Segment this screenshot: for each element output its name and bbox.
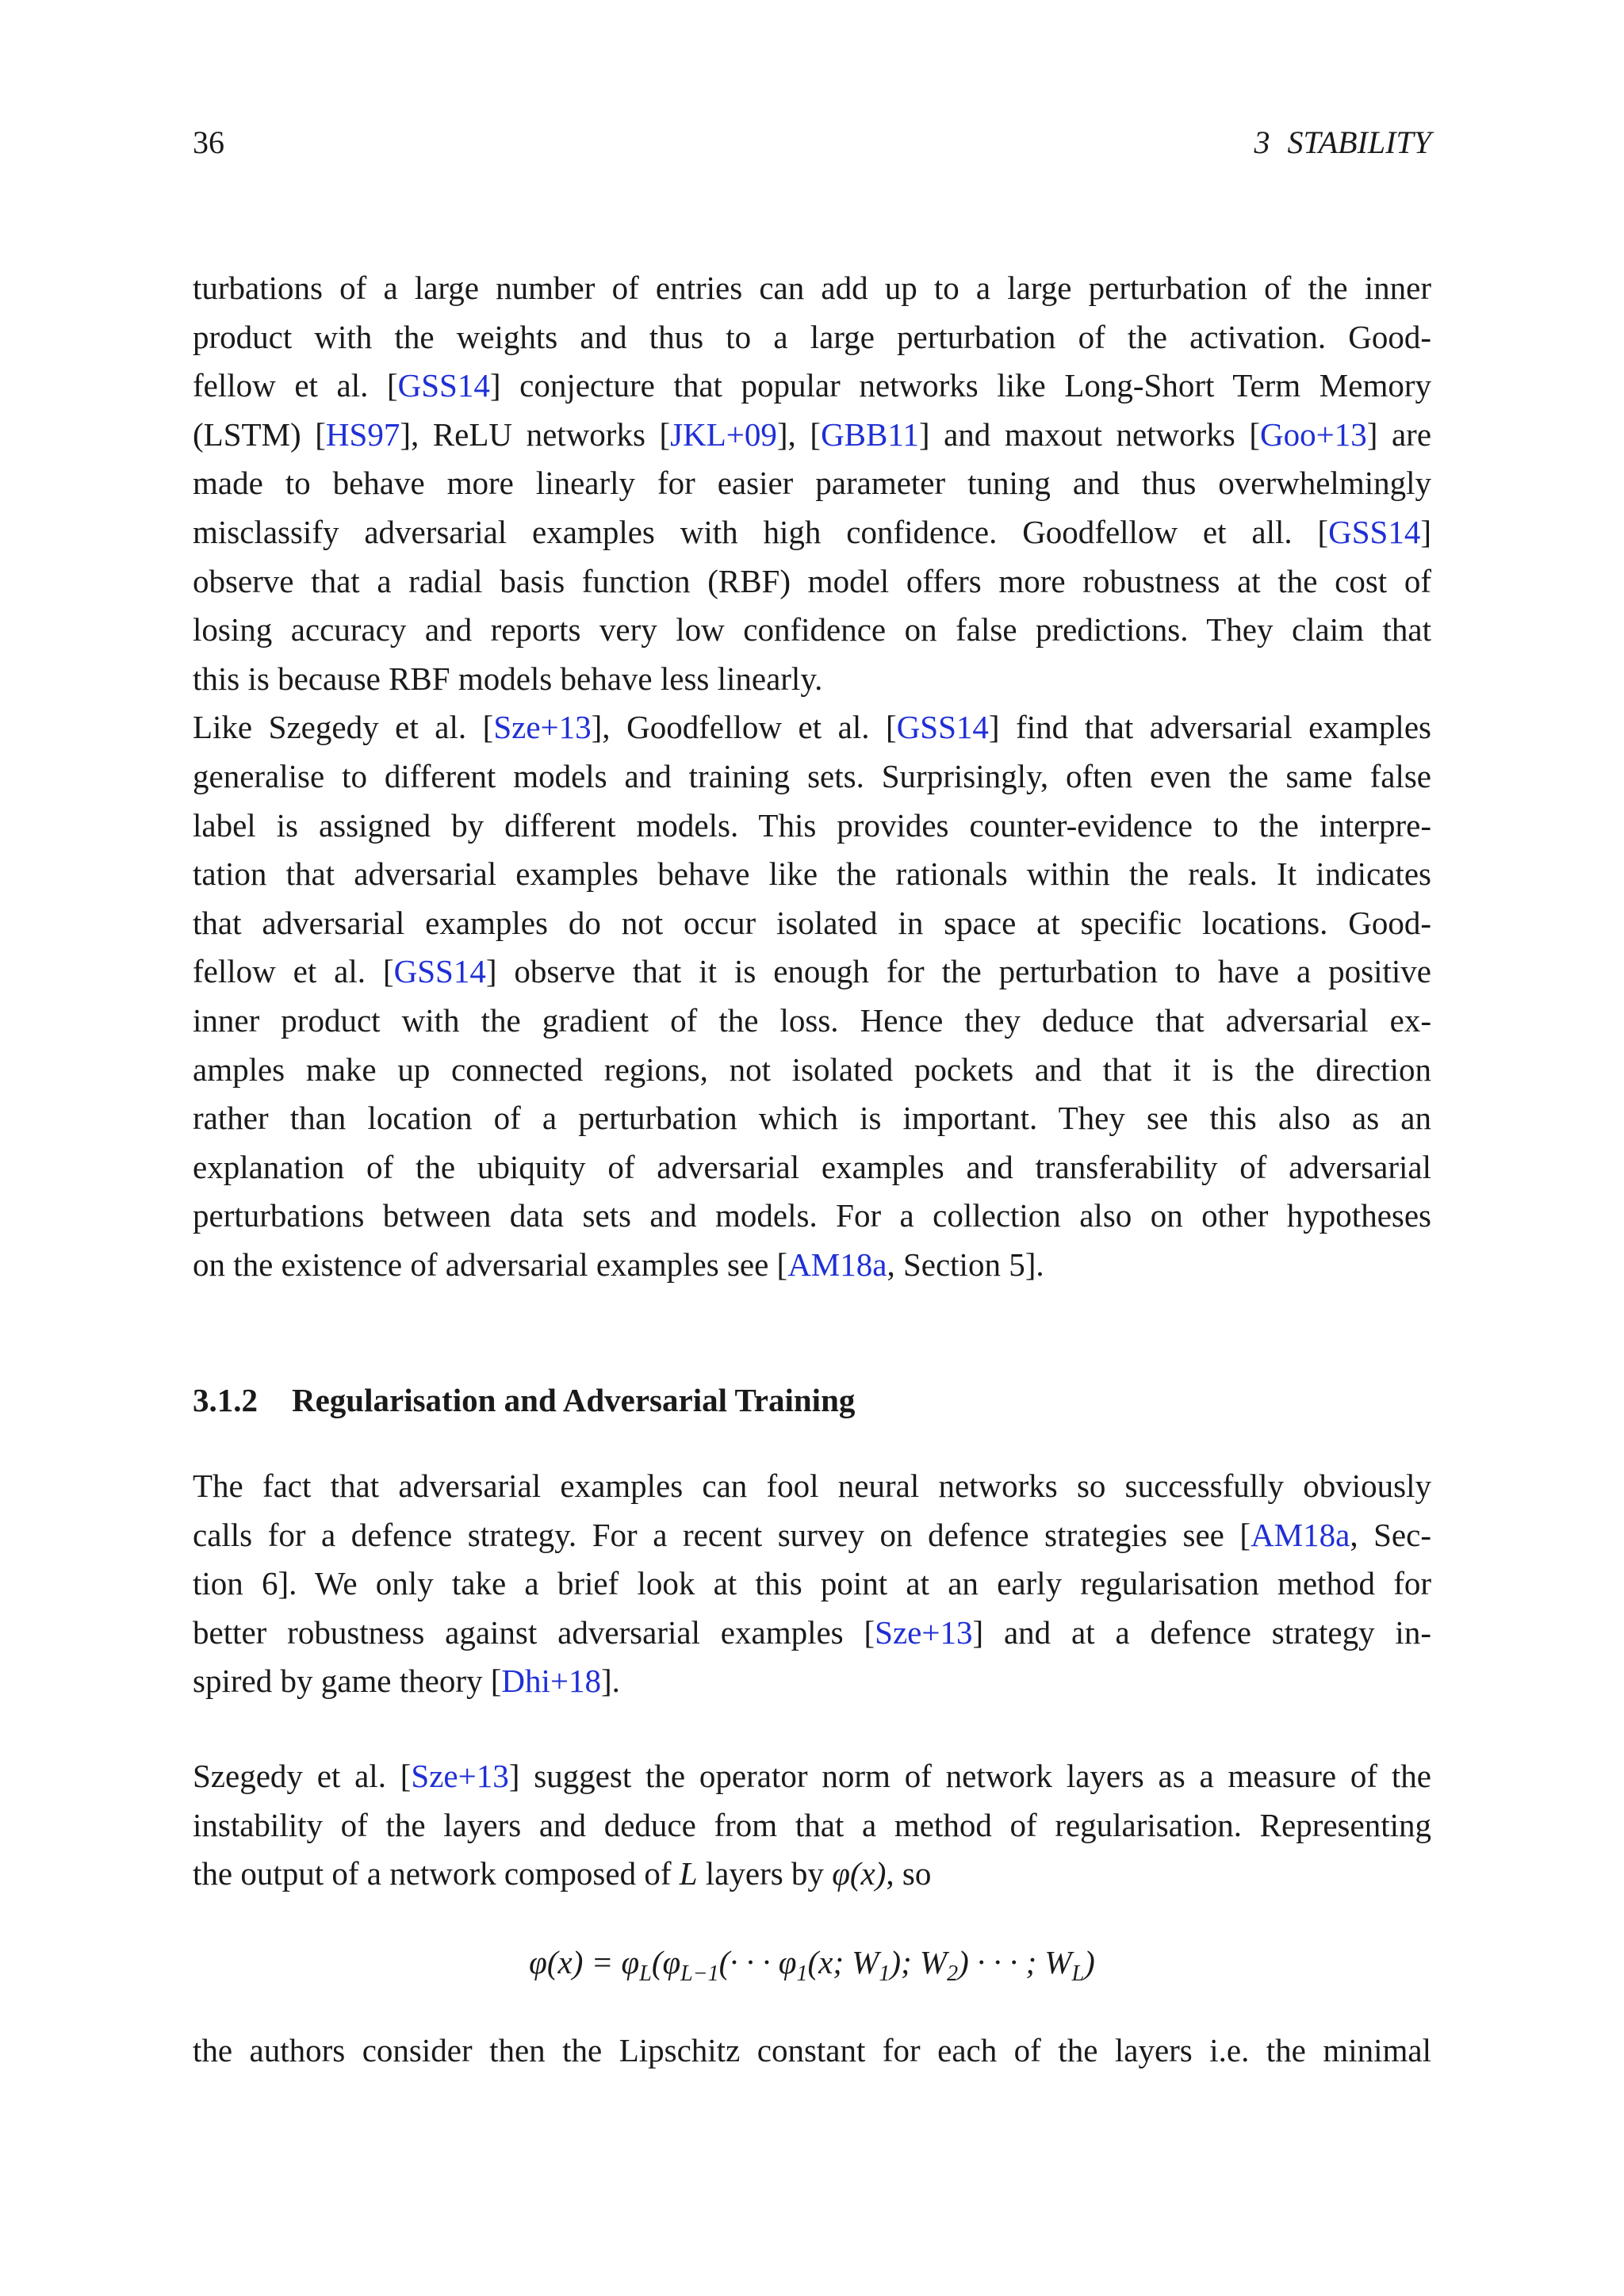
text-run: fellow et al. [ bbox=[193, 367, 398, 404]
body-text bbox=[193, 264, 1431, 2076]
text-run: ] conjecture that popular networks like Long-Short Term Memory bbox=[489, 367, 1431, 404]
text-run: , Section 5]. bbox=[887, 1246, 1044, 1283]
text-run: on the existence of adversarial examples see [ bbox=[193, 1246, 788, 1283]
text-run: layers by bbox=[697, 1855, 833, 1892]
subsection-number: 3.1.2 bbox=[193, 1382, 258, 1419]
text-line bbox=[193, 557, 1431, 607]
text-line bbox=[193, 1752, 1431, 1801]
inline-math: φ(x) bbox=[832, 1855, 887, 1892]
citation-link[interactable]: AM18a bbox=[787, 1246, 887, 1283]
text-run: , Sec- bbox=[1350, 1516, 1431, 1553]
running-header bbox=[193, 119, 1431, 166]
text-run: the authors consider then the Lipschitz constant for each of the layers i.e. the minimal bbox=[193, 2032, 1431, 2069]
text-line bbox=[193, 2026, 1431, 2076]
text-line bbox=[193, 508, 1431, 557]
text-run: perturbations between data sets and models. For a collection also on other hypotheses bbox=[193, 1197, 1431, 1234]
text-line bbox=[193, 997, 1431, 1046]
text-run: ], [ bbox=[776, 415, 822, 453]
text-line bbox=[193, 459, 1431, 508]
text-run: ]. bbox=[601, 1663, 620, 1700]
text-run: ] and maxout networks [ bbox=[918, 415, 1260, 453]
text-run: losing accuracy and reports very low confidence on false predictions. They claim that bbox=[193, 611, 1431, 649]
citation-link[interactable]: Sze+13 bbox=[411, 1758, 509, 1795]
text-line bbox=[193, 1850, 1431, 1899]
text-run: , so bbox=[886, 1855, 932, 1892]
inline-math: L bbox=[679, 1855, 698, 1892]
citation-link[interactable]: Goo+13 bbox=[1260, 415, 1367, 453]
text-run: ] and at a defence strategy in- bbox=[972, 1613, 1431, 1651]
text-line bbox=[193, 655, 1431, 704]
text-run: misclassify adversarial examples with high confidence. Goodfellow et all. [ bbox=[193, 513, 1329, 550]
citation-link[interactable]: GSS14 bbox=[397, 367, 490, 404]
citation-link[interactable]: GSS14 bbox=[896, 709, 989, 746]
text-run: Like Szegedy et al. [ bbox=[193, 709, 494, 746]
text-run: tation that adversarial examples behave like the rationals within the reals. It indicates bbox=[193, 855, 1431, 893]
text-line bbox=[193, 1462, 1431, 1511]
section-title: STABILITY bbox=[1287, 124, 1431, 160]
text-run: tion 6]. We only take a brief look at this point at an early regularisation method for bbox=[193, 1565, 1431, 1602]
section-number: 3 bbox=[1254, 124, 1270, 160]
text-run: turbations of a large number of entries can add up to a large perturbation of the inner bbox=[193, 270, 1431, 306]
text-line bbox=[193, 1241, 1431, 1290]
text-line bbox=[193, 313, 1431, 362]
text-line bbox=[193, 850, 1431, 899]
text-run: better robustness against adversarial examples [ bbox=[193, 1613, 875, 1651]
text-line bbox=[193, 1657, 1431, 1706]
text-run: label is assigned by different models. This provides counter-evidence to the interpre- bbox=[193, 806, 1431, 844]
text-run: inner product with the gradient of the loss. Hence they deduce that adversarial ex- bbox=[193, 1001, 1431, 1039]
text-line bbox=[193, 703, 1431, 752]
text-run: ] find that adversarial examples bbox=[988, 709, 1431, 746]
citation-link[interactable]: JKL+09 bbox=[670, 415, 777, 453]
text-line bbox=[193, 1143, 1431, 1192]
text-line bbox=[193, 362, 1431, 411]
citation-link[interactable]: Sze+13 bbox=[875, 1613, 973, 1651]
text-run: the output of a network composed of bbox=[193, 1855, 680, 1892]
subsection-title: Regularisation and Adversarial Training bbox=[292, 1382, 856, 1419]
text-run: instability of the layers and deduce from that a method of regularisation. Representing bbox=[193, 1806, 1431, 1843]
citation-link[interactable]: GBB11 bbox=[821, 415, 919, 453]
citation-link[interactable]: AM18a bbox=[1251, 1516, 1350, 1553]
text-run: made to behave more linearly for easier parameter tuning and thus overwhelmingly bbox=[193, 465, 1431, 502]
text-line bbox=[193, 947, 1431, 997]
text-run: ] observe that it is enough for the perturbation to have a positive bbox=[485, 953, 1431, 990]
text-line bbox=[193, 1801, 1431, 1850]
text-run: explanation of the ubiquity of adversarial examples and transferability of adversarial bbox=[193, 1148, 1431, 1185]
citation-link[interactable]: Dhi+18 bbox=[501, 1663, 602, 1700]
text-run: this is because RBF models behave less linearly. bbox=[193, 660, 823, 697]
citation-link[interactable]: Sze+13 bbox=[493, 709, 592, 746]
text-line bbox=[193, 1046, 1431, 1095]
text-run: product with the weights and thus to a large perturbation of the activation. Good- bbox=[193, 318, 1431, 355]
text-run: that adversarial examples do not occur isolated in space at specific locations. Good- bbox=[193, 904, 1431, 941]
citation-link[interactable]: HS97 bbox=[325, 415, 400, 453]
text-line bbox=[193, 1094, 1431, 1143]
text-run: rather than location of a perturbation which is important. They see this also as an bbox=[193, 1100, 1431, 1137]
text-run: ], ReLU networks [ bbox=[400, 415, 671, 453]
paragraph-operator-norm bbox=[193, 1752, 1431, 1899]
paragraph-adversarial-explanations bbox=[193, 264, 1431, 1289]
citation-link[interactable]: GSS14 bbox=[393, 953, 486, 990]
text-run: ] bbox=[1420, 513, 1431, 550]
equation-network-composition: $\varphi(x) = \varphi_L(\varphi_{L-1}(\cdot$ · · $\varphi_1(x$; $W_1$); $W_2$) · · · ; $W_L$) bbox=[529, 1943, 1095, 1986]
paragraph-lipschitz bbox=[193, 2026, 1431, 2076]
text-run: generalise to different models and training sets. Surprisingly, often even the same false bbox=[193, 757, 1431, 794]
text-line bbox=[193, 606, 1431, 655]
page-number: 36 bbox=[193, 124, 224, 160]
text-line bbox=[193, 752, 1431, 802]
text-line bbox=[193, 264, 1431, 313]
text-line bbox=[193, 1511, 1431, 1560]
text-run: observe that a radial basis function (RBF) model offers more robustness at the cost of bbox=[193, 562, 1431, 599]
text-run: The fact that adversarial examples can fool neural networks so successfully obviously bbox=[193, 1468, 1431, 1505]
text-run: fellow et al. [ bbox=[193, 953, 394, 990]
running-title bbox=[1254, 119, 1431, 166]
text-run: ], Goodfellow et al. [ bbox=[591, 709, 897, 746]
text-line bbox=[193, 1559, 1431, 1609]
text-run: ] are bbox=[1366, 415, 1431, 453]
text-run: Szegedy et al. [ bbox=[193, 1758, 412, 1795]
paragraph-defence-intro bbox=[193, 1462, 1431, 1706]
text-run: (LSTM) [ bbox=[193, 415, 326, 453]
text-run: ] suggest the operator norm of network layers as a measure of the bbox=[508, 1758, 1431, 1795]
text-line bbox=[193, 411, 1431, 460]
text-line bbox=[193, 899, 1431, 948]
text-run: spired by game theory [ bbox=[193, 1663, 502, 1700]
subsection-heading bbox=[193, 1376, 1431, 1425]
text-line bbox=[193, 802, 1431, 851]
citation-link[interactable]: GSS14 bbox=[1328, 513, 1421, 550]
text-line bbox=[193, 1609, 1431, 1658]
text-run: calls for a defence strategy. For a recent survey on defence strategies see [ bbox=[193, 1516, 1251, 1553]
text-line bbox=[193, 1192, 1431, 1241]
text-run: amples make up connected regions, not isolated pockets and that it is the direction bbox=[193, 1050, 1431, 1088]
